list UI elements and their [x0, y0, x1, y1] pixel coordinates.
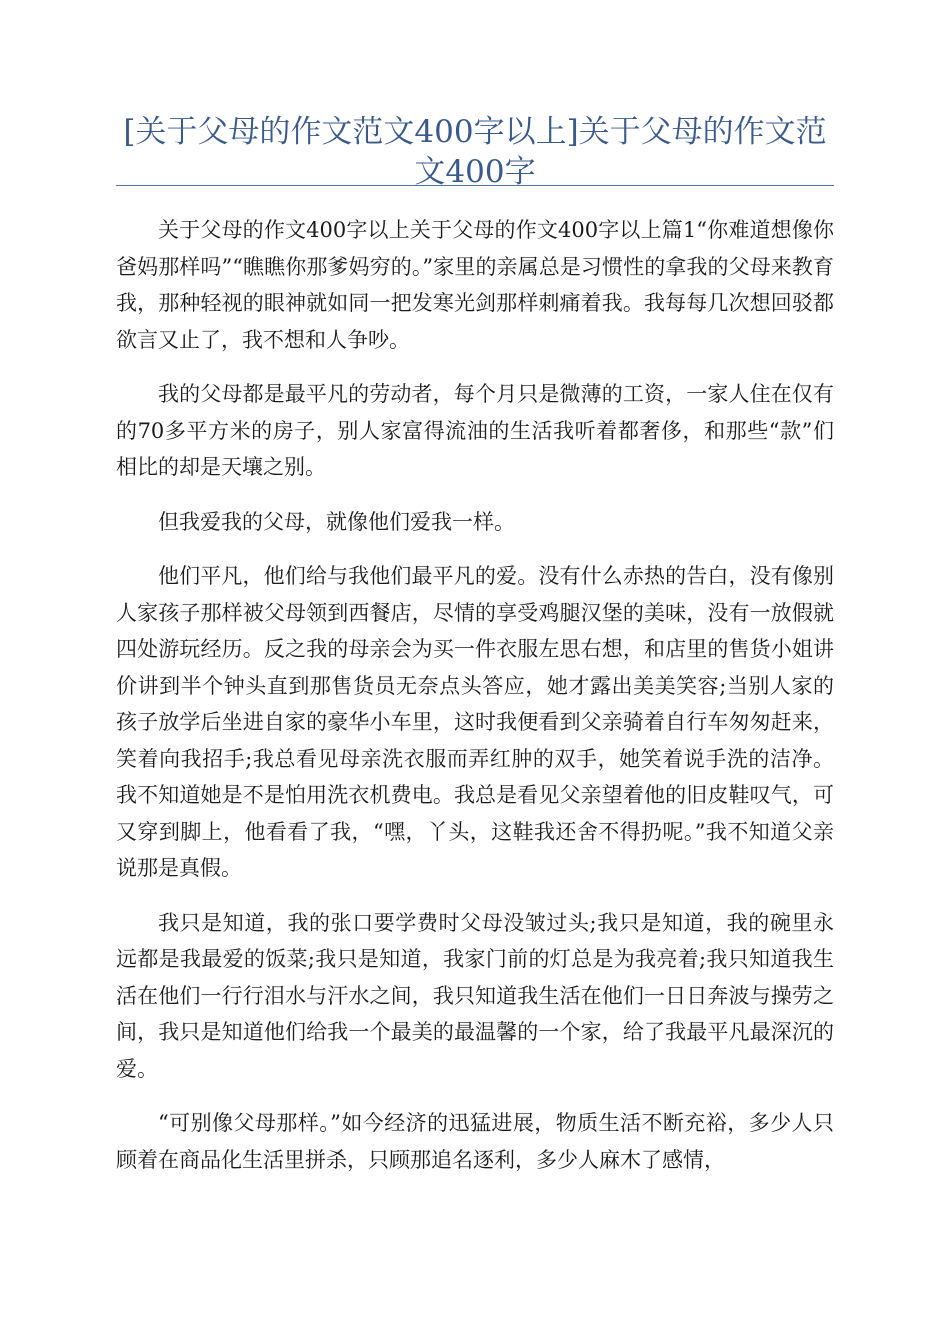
title-underline	[116, 185, 834, 186]
document-title: [关于父母的作文范文400字以上]关于父母的作文范文400字	[123, 114, 827, 190]
paragraph-1: 关于父母的作文400字以上关于父母的作文400字以上篇1“你难道想像你爸妈那样吗”“瞧瞧你那爹妈穷的。”家里的亲属总是习惯性的拿我的父母来教育我，那种轻视的眼神就如同一把发寒光剑那样刺痛着我。我每每几次想回驳都欲言又止了，我不想和人争吵。	[116, 218, 834, 352]
paragraph-2: 我的父母都是最平凡的劳动者，每个月只是微薄的工资，一家人住在仅有的70多平方米的房子，别人家富得流油的生活我听着都奢侈，和那些“款”们相比的却是天壤之别。	[116, 382, 834, 479]
paragraph-5: 我只是知道，我的张口要学费时父母没皱过头;我只是知道，我的碗里永远都是我最爱的饭菜;我只是知道，我家门前的灯总是为我亮着;我只知道我生活在他们一行行泪水与汗水之间，我只知道我生活在他们一日日奔波与操劳之间，我只是知道他们给我一个最美的最温馨的一个家，给了我最平凡最深沉的爱。	[116, 910, 834, 1081]
document-body	[116, 212, 834, 1196]
paragraph-3: 但我爱我的父母，就像他们爱我一样。	[158, 509, 515, 534]
paragraph-4: 他们平凡，他们给与我他们最平凡的爱。没有什么赤热的告白，没有像别人家孩子那样被父母领到西餐店，尽情的享受鸡腿汉堡的美味，没有一放假就四处游玩经历。反之我的母亲会为买一件衣服左思右想，和店里的售货小姐讲价讲到半个钟头直到那售货员无奈点头答应，她才露出美美笑容;当别人家的孩子放学后坐进自家的豪华小车里，这时我便看到父亲骑着自行车匆匆赶来，笑着向我招手;我总看见母亲洗衣服而弄红肿的双手，她笑着说手洗的洁净。我不知道她是不是怕用洗衣机费电。我总是看见父亲望着他的旧皮鞋叹气，可又穿到脚上，他看看了我，“嘿，丫头，这鞋我还舍不得扔呢。”我不知道父亲说那是真假。	[116, 564, 834, 880]
paragraph-6: “可别像父母那样。”如今经济的迅猛进展，物质生活不断充裕，多少人只顾着在商品化生活里拼杀，只顾那追名逐利，多少人麻木了感情，	[116, 1111, 834, 1172]
